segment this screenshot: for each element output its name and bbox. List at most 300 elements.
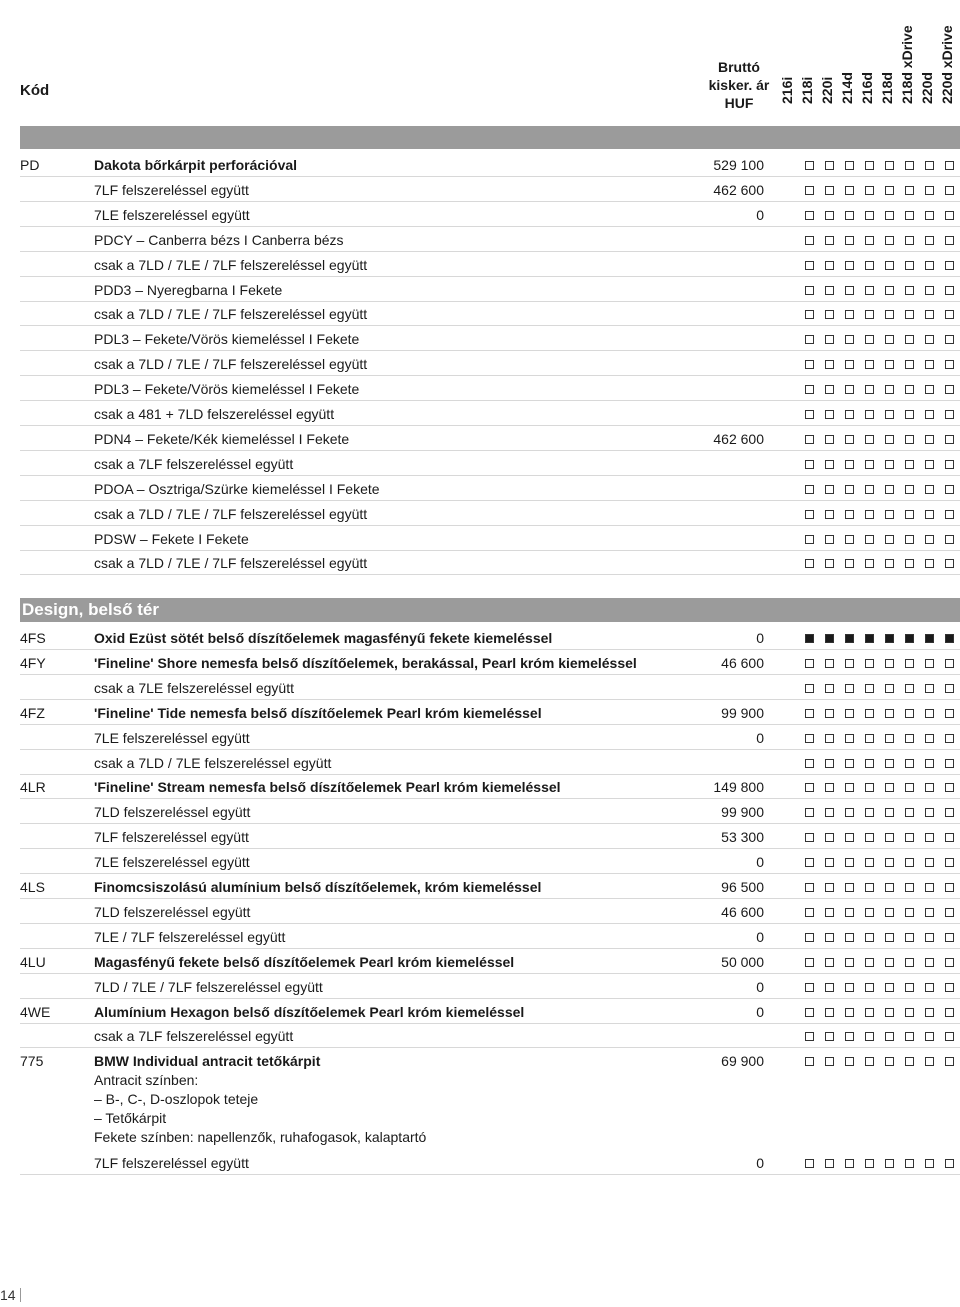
option-description: 'Fineline' Stream nemesfa belső díszítőelemek Pearl króm kiemeléssel [94,779,561,796]
option-price: 0 [756,630,764,646]
table-row [20,649,960,675]
optional-equipment-mark [845,286,854,295]
optional-equipment-mark [945,535,954,544]
optional-equipment-mark [805,1032,814,1041]
standard-equipment-mark [825,634,834,643]
optional-equipment-mark [845,1057,854,1066]
optional-equipment-mark [945,261,954,270]
optional-equipment-mark [865,385,874,394]
optional-equipment-mark [885,933,894,942]
option-code: 4LS [20,879,45,895]
optional-equipment-mark [945,211,954,220]
table-row [20,350,960,376]
optional-equipment-mark [925,485,934,494]
optional-equipment-mark [805,983,814,992]
optional-equipment-mark [885,833,894,842]
table-row [20,500,960,526]
optional-equipment-mark [805,335,814,344]
table-row [20,251,960,277]
optional-equipment-mark [845,385,854,394]
optional-equipment-mark [885,161,894,170]
optional-equipment-mark [865,1032,874,1041]
optional-equipment-mark [905,510,914,519]
optional-equipment-mark [945,510,954,519]
table-row [20,226,960,252]
optional-equipment-mark [845,1008,854,1017]
optional-equipment-mark [905,983,914,992]
optional-equipment-mark [885,485,894,494]
option-price: 0 [756,1155,764,1171]
optional-equipment-mark [905,286,914,295]
optional-equipment-mark [845,261,854,270]
standard-equipment-mark [885,634,894,643]
optional-equipment-mark [945,883,954,892]
optional-equipment-mark [825,659,834,668]
optional-equipment-mark [805,833,814,842]
standard-equipment-mark [925,634,934,643]
optional-equipment-mark [805,1008,814,1017]
table-row [20,898,960,924]
optional-equipment-mark [805,559,814,568]
table-row [20,525,960,551]
optional-equipment-mark [805,958,814,967]
option-code: 4WE [20,1003,51,1020]
optional-equipment-mark [885,460,894,469]
optional-equipment-mark [925,808,934,817]
table-row [20,998,960,1024]
optional-equipment-mark [805,485,814,494]
model-name: 220d xDrive [939,25,955,104]
option-code: 4FZ [20,704,45,721]
optional-equipment-mark [845,460,854,469]
optional-equipment-mark [905,684,914,693]
optional-equipment-mark [905,236,914,245]
option-description: 7LD felszereléssel együtt [94,804,251,821]
optional-equipment-mark [925,236,934,245]
optional-equipment-mark [805,734,814,743]
model-name: 214d [839,72,855,104]
optional-equipment-mark [805,186,814,195]
optional-equipment-mark [805,286,814,295]
optional-equipment-mark [845,559,854,568]
option-description: 7LE felszereléssel együtt [94,854,250,871]
optional-equipment-mark [825,385,834,394]
option-price: 50 000 [721,953,764,970]
optional-equipment-mark [805,385,814,394]
option-price: 0 [756,854,764,871]
table-row [20,151,960,177]
optional-equipment-mark [865,783,874,792]
optional-equipment-mark [845,883,854,892]
optional-equipment-mark [885,1008,894,1017]
model-name: 216i [779,76,795,104]
column-header-code: Kód [20,82,50,99]
optional-equipment-mark [845,759,854,768]
optional-equipment-mark [925,933,934,942]
optional-equipment-mark [945,908,954,917]
header-divider-bar [20,126,960,149]
optional-equipment-mark [865,310,874,319]
optional-equipment-mark [905,485,914,494]
optional-equipment-mark [885,783,894,792]
option-price: 0 [756,928,764,945]
optional-equipment-mark [925,659,934,668]
optional-equipment-mark [845,808,854,817]
optional-equipment-mark [925,161,934,170]
optional-equipment-mark [925,908,934,917]
option-description: 7LD / 7LE / 7LF felszereléssel együtt [94,978,323,995]
optional-equipment-mark [865,211,874,220]
optional-equipment-mark [925,335,934,344]
option-price: 96 500 [721,879,764,895]
optional-equipment-mark [865,535,874,544]
option-description: PDL3 – Fekete/Vörös kiemeléssel I Fekete [94,331,360,348]
option-description: Magasfényű fekete belső díszítőelemek Pearl króm kiemeléssel [94,953,515,970]
optional-equipment-mark [865,261,874,270]
optional-equipment-mark [845,709,854,718]
option-code: PD [20,157,40,173]
option-price: 99 900 [721,704,764,721]
optional-equipment-mark [925,211,934,220]
optional-equipment-mark [905,783,914,792]
optional-equipment-mark [885,684,894,693]
standard-equipment-mark [945,634,954,643]
option-price: 46 600 [721,903,764,920]
standard-equipment-mark [805,634,814,643]
optional-equipment-mark [865,460,874,469]
optional-equipment-mark [945,808,954,817]
optional-equipment-mark [825,759,834,768]
optional-equipment-mark [845,684,854,693]
optional-equipment-mark [885,858,894,867]
option-description: 7LF felszereléssel együtt [94,829,249,846]
optional-equipment-mark [945,286,954,295]
optional-equipment-mark [805,410,814,419]
option-description: PDL3 – Fekete/Vörös kiemeléssel I Fekete [94,381,360,398]
table-row [20,973,960,999]
optional-equipment-mark [825,310,834,319]
option-price: 0 [756,978,764,995]
standard-equipment-mark [865,634,874,643]
optional-equipment-mark [845,485,854,494]
optional-equipment-mark [805,883,814,892]
table-row [20,699,960,725]
option-description: 7LE / 7LF felszereléssel együtt [94,928,286,945]
optional-equipment-mark [865,908,874,917]
optional-equipment-mark [925,186,934,195]
table-row [20,624,960,650]
optional-equipment-mark [845,659,854,668]
option-price: 529 100 [713,157,764,173]
optional-equipment-mark [905,1057,914,1066]
optional-equipment-mark [845,161,854,170]
optional-equipment-mark [825,1032,834,1041]
optional-equipment-mark [845,983,854,992]
option-description: 7LF felszereléssel együtt [94,181,249,198]
optional-equipment-mark [945,1057,954,1066]
optional-equipment-mark [905,808,914,817]
option-price: 53 300 [721,829,764,846]
optional-equipment-mark [945,1008,954,1017]
optional-equipment-mark [945,709,954,718]
optional-equipment-mark [925,435,934,444]
table-row [20,1022,960,1048]
option-code: 4FS [20,630,46,646]
table-row [20,1149,960,1175]
optional-equipment-mark [805,211,814,220]
section-header-design [20,598,960,622]
option-description: csak a 7LD / 7LE felszereléssel együtt [94,754,332,771]
optional-equipment-mark [925,983,934,992]
optional-equipment-mark [865,858,874,867]
optional-equipment-mark [945,734,954,743]
optional-equipment-mark [945,1159,954,1168]
optional-equipment-mark [825,858,834,867]
page-number-divider [20,1288,21,1302]
optional-equipment-mark [885,1032,894,1041]
table-row [20,375,960,401]
optional-equipment-mark [845,186,854,195]
optional-equipment-mark [905,385,914,394]
optional-equipment-mark [925,310,934,319]
optional-equipment-mark [945,460,954,469]
detail-line: Antracit színben: [94,1072,199,1088]
optional-equipment-mark [865,236,874,245]
optional-equipment-mark [845,1032,854,1041]
optional-equipment-mark [845,510,854,519]
table-row [20,276,960,302]
optional-equipment-mark [825,983,834,992]
optional-equipment-mark [925,360,934,369]
optional-equipment-mark [865,559,874,568]
optional-equipment-mark [865,335,874,344]
optional-equipment-mark [905,883,914,892]
optional-equipment-mark [825,883,834,892]
optional-equipment-mark [865,759,874,768]
optional-equipment-mark [845,310,854,319]
optional-equipment-mark [865,360,874,369]
optional-equipment-mark [945,335,954,344]
optional-equipment-mark [885,908,894,917]
option-description: PDOA – Osztriga/Szürke kiemeléssel I Fekete [94,480,380,497]
option-description: Oxid Ezüst sötét belső díszítőelemek magasfényű fekete kiemeléssel [94,630,553,646]
table-header [0,0,960,125]
optional-equipment-mark [865,510,874,519]
optional-equipment-mark [885,385,894,394]
optional-equipment-mark [825,833,834,842]
optional-equipment-mark [825,186,834,195]
optional-equipment-mark [945,659,954,668]
optional-equipment-mark [925,734,934,743]
optional-equipment-mark [865,883,874,892]
optional-equipment-mark [885,883,894,892]
option-price: 0 [756,729,764,746]
optional-equipment-mark [905,211,914,220]
optional-equipment-mark [845,958,854,967]
optional-equipment-mark [825,1057,834,1066]
optional-equipment-mark [805,659,814,668]
model-name: 220d [919,72,935,104]
optional-equipment-mark [845,410,854,419]
optional-equipment-mark [805,783,814,792]
optional-equipment-mark [865,1159,874,1168]
optional-equipment-mark [845,335,854,344]
optional-equipment-mark [825,286,834,295]
optional-equipment-mark [945,559,954,568]
optional-equipment-mark [905,335,914,344]
optional-equipment-mark [805,908,814,917]
table-row [20,475,960,501]
optional-equipment-mark [865,709,874,718]
optional-equipment-mark [905,460,914,469]
optional-equipment-mark [885,236,894,245]
optional-equipment-mark [925,410,934,419]
optional-equipment-mark [845,236,854,245]
optional-equipment-mark [945,858,954,867]
model-name: 220i [819,76,835,104]
optional-equipment-mark [885,958,894,967]
option-description: csak a 7LD / 7LE / 7LF felszereléssel együtt [94,306,368,323]
optional-equipment-mark [925,286,934,295]
optional-equipment-mark [845,783,854,792]
table-row [20,873,960,899]
optional-equipment-mark [905,410,914,419]
optional-equipment-mark [945,983,954,992]
optional-equipment-mark [905,1032,914,1041]
optional-equipment-mark [925,460,934,469]
optional-equipment-mark [905,360,914,369]
optional-equipment-mark [905,435,914,444]
optional-equipment-mark [865,958,874,967]
model-name: 218d [879,72,895,104]
table-row [20,848,960,874]
table-row [20,773,960,799]
table-row [20,176,960,202]
optional-equipment-mark [905,310,914,319]
optional-equipment-mark [945,759,954,768]
optional-equipment-mark [905,261,914,270]
optional-equipment-mark [865,435,874,444]
optional-equipment-mark [865,734,874,743]
optional-equipment-mark [905,1008,914,1017]
optional-equipment-mark [925,684,934,693]
option-description: Finomcsiszolású alumínium belső díszítőelemek, króm kiemeléssel [94,879,542,895]
optional-equipment-mark [945,360,954,369]
optional-equipment-mark [905,759,914,768]
optional-equipment-mark [845,1159,854,1168]
optional-equipment-mark [885,360,894,369]
optional-equipment-mark [805,709,814,718]
optional-equipment-mark [805,759,814,768]
optional-equipment-mark [945,236,954,245]
optional-equipment-mark [925,883,934,892]
optional-equipment-mark [865,410,874,419]
optional-equipment-mark [905,958,914,967]
option-description: PDN4 – Fekete/Kék kiemeléssel I Fekete [94,430,350,447]
option-description: Dakota bőrkárpit perforációval [94,157,298,173]
optional-equipment-mark [925,958,934,967]
optional-equipment-mark [945,385,954,394]
optional-equipment-mark [825,1008,834,1017]
option-price: 462 600 [713,430,764,447]
optional-equipment-mark [825,933,834,942]
optional-equipment-mark [805,310,814,319]
option-description: csak a 7LD / 7LE / 7LF felszereléssel együtt [94,555,368,572]
optional-equipment-mark [885,335,894,344]
optional-equipment-mark [825,460,834,469]
option-price: 462 600 [713,181,764,198]
optional-equipment-mark [885,983,894,992]
optional-equipment-mark [885,759,894,768]
section-title: Design, belső tér [22,600,159,619]
optional-equipment-mark [865,933,874,942]
optional-equipment-mark [865,983,874,992]
optional-equipment-mark [825,236,834,245]
optional-equipment-mark [825,161,834,170]
optional-equipment-mark [885,1057,894,1066]
optional-equipment-mark [905,559,914,568]
option-code: 4LU [20,953,46,970]
option-description: csak a 7LD / 7LE / 7LF felszereléssel együtt [94,356,368,373]
roof-details [94,1071,426,1147]
optional-equipment-mark [825,734,834,743]
optional-equipment-mark [845,535,854,544]
optional-equipment-mark [885,261,894,270]
option-description: PDSW – Fekete I Fekete [94,530,249,547]
detail-line: Fekete színben: napellenzők, ruhafogasok, kalaptartó [94,1129,427,1145]
optional-equipment-mark [825,559,834,568]
option-code: 4LR [20,779,46,796]
optional-equipment-mark [905,709,914,718]
page-number: 14 [0,1287,16,1303]
optional-equipment-mark [845,933,854,942]
optional-equipment-mark [865,161,874,170]
optional-equipment-mark [925,783,934,792]
optional-equipment-mark [905,186,914,195]
optional-equipment-mark [845,908,854,917]
option-description: csak a 7LF felszereléssel együtt [94,455,294,472]
optional-equipment-mark [925,709,934,718]
optional-equipment-mark [805,933,814,942]
optional-equipment-mark [885,559,894,568]
optional-equipment-mark [885,1159,894,1168]
optional-equipment-mark [945,933,954,942]
optional-equipment-mark [925,510,934,519]
optional-equipment-mark [825,261,834,270]
optional-equipment-mark [925,385,934,394]
option-description: csak a 7LD / 7LE / 7LF felszereléssel együtt [94,256,368,273]
table-row [20,400,960,426]
optional-equipment-mark [885,286,894,295]
optional-equipment-mark [925,261,934,270]
model-name: 216d [859,72,875,104]
optional-equipment-mark [845,833,854,842]
detail-line: – B-, C-, D-oszlopok teteje [94,1091,259,1107]
optional-equipment-mark [945,310,954,319]
optional-equipment-mark [805,460,814,469]
optional-equipment-mark [805,236,814,245]
optional-equipment-mark [925,535,934,544]
optional-equipment-mark [925,759,934,768]
optional-equipment-mark [885,435,894,444]
optional-equipment-mark [905,161,914,170]
option-code: 775 [20,1053,44,1069]
optional-equipment-mark [865,808,874,817]
optional-equipment-mark [885,310,894,319]
optional-equipment-mark [905,734,914,743]
optional-equipment-mark [825,510,834,519]
optional-equipment-mark [945,186,954,195]
